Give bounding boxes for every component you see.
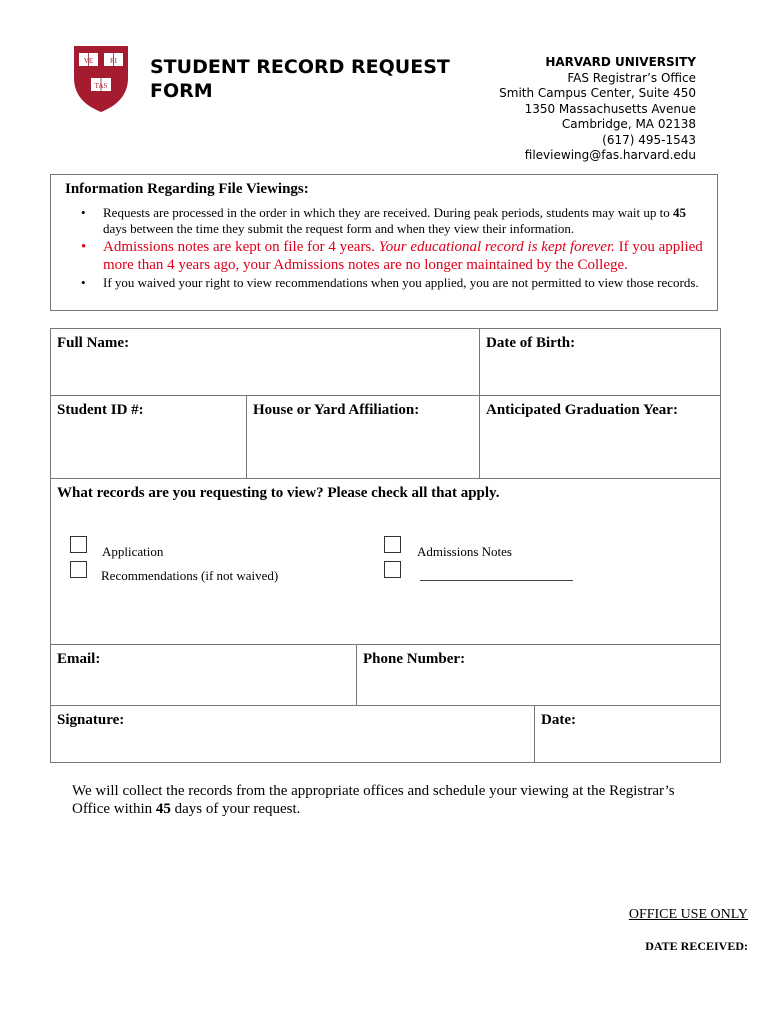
office-email: fileviewing@fas.harvard.edu: [524, 148, 696, 162]
info-bullet-waived: [81, 275, 711, 291]
date-input[interactable]: [539, 736, 716, 756]
info-heading: Information Regarding File Viewings:: [65, 181, 309, 197]
records-question: What records are you requesting to view? Please check all that apply.: [57, 485, 500, 501]
shield-letters-ve: VE: [83, 57, 94, 65]
house-input[interactable]: [251, 426, 475, 472]
info-text: Admissions notes are kept on file for 4 years.: [103, 239, 379, 255]
closing-text: days of your request.: [170, 801, 301, 817]
date-cell[interactable]: [534, 705, 721, 763]
student-id-cell[interactable]: [50, 395, 247, 479]
closing-note: [72, 782, 712, 818]
recommendations-checkbox[interactable]: [70, 561, 87, 578]
house-label: House or Yard Affiliation:: [253, 402, 420, 418]
email-label: Email:: [57, 651, 101, 667]
student-id-label: Student ID #:: [57, 402, 144, 418]
info-bullet-admissions-notes: [81, 238, 711, 274]
university-name: HARVARD UNIVERSITY: [545, 55, 696, 69]
bullet-icon: •: [81, 205, 86, 220]
dob-label: Date of Birth:: [486, 335, 576, 351]
student-id-input[interactable]: [55, 426, 242, 472]
house-cell[interactable]: [246, 395, 480, 479]
bullet-icon: •: [81, 275, 86, 290]
other-checkbox[interactable]: [384, 561, 401, 578]
file-viewing-info-box: [50, 174, 718, 311]
other-write-in-line[interactable]: [420, 580, 573, 581]
shield-letters-ri: RI: [110, 57, 117, 65]
info-days: 45: [673, 205, 687, 220]
full-name-cell[interactable]: [50, 328, 480, 396]
harvard-shield-logo: [72, 44, 130, 114]
date-label: Date:: [541, 712, 576, 728]
office-use-only-heading: OFFICE USE ONLY: [628, 907, 748, 922]
info-text-italic: Your educational record is kept forever.: [378, 239, 615, 255]
bullet-icon: •: [81, 239, 87, 255]
dob-cell[interactable]: [479, 328, 721, 396]
recommendations-label: Recommendations (if not waived): [101, 568, 279, 583]
closing-days: 45: [155, 801, 171, 817]
grad-year-input[interactable]: [484, 426, 716, 472]
phone-label: Phone Number:: [363, 651, 466, 667]
application-label: Application: [102, 544, 164, 559]
info-bullet-processing: [81, 205, 711, 237]
address-line1: Smith Campus Center, Suite 450: [499, 86, 696, 100]
grad-year-cell[interactable]: [479, 395, 721, 479]
info-text: days between the time they submit the request form and when they view their information.: [103, 221, 575, 236]
signature-input[interactable]: [55, 736, 530, 756]
info-text: Requests are processed in the order in which they are received. During peak periods, students may wait up to: [103, 205, 674, 220]
dob-input[interactable]: [484, 359, 716, 389]
form-title-line1: STUDENT RECORD REQUEST: [150, 56, 450, 78]
date-received-label: DATE RECEIVED:: [645, 939, 748, 953]
info-list: [81, 205, 711, 292]
info-text: If you applied more than 4 years ago, your Admissions notes are no longer maintained by the College.: [103, 239, 703, 273]
admissions-notes-checkbox[interactable]: [384, 536, 401, 553]
grad-year-label: Anticipated Graduation Year:: [486, 402, 678, 418]
signature-label: Signature:: [57, 712, 125, 728]
application-checkbox[interactable]: [70, 536, 87, 553]
address-line2: 1350 Massachusetts Avenue: [524, 101, 696, 116]
registrar-contact-block: [499, 55, 696, 164]
info-text: If you waived your right to view recommendations when you applied, you are not permitted to view those records.: [103, 275, 699, 290]
office-name: FAS Registrar’s Office: [567, 70, 696, 85]
full-name-label: Full Name:: [57, 335, 130, 351]
office-phone: (617) 495-1543: [602, 132, 696, 147]
admissions-notes-label: Admissions Notes: [417, 544, 512, 559]
address-city: Cambridge, MA 02138: [561, 117, 696, 131]
closing-text: We will collect the records from the appropriate offices and schedule your viewing at the Registrar’s Office within: [72, 783, 675, 817]
signature-cell[interactable]: [50, 705, 535, 763]
form-title: [150, 55, 450, 103]
email-cell[interactable]: [50, 644, 357, 706]
shield-letters-tas: TAS: [94, 82, 108, 90]
email-input[interactable]: [55, 675, 352, 699]
phone-cell[interactable]: [356, 644, 721, 706]
full-name-input[interactable]: [55, 359, 475, 389]
phone-input[interactable]: [361, 675, 716, 699]
form-title-line2: FORM: [150, 80, 213, 102]
